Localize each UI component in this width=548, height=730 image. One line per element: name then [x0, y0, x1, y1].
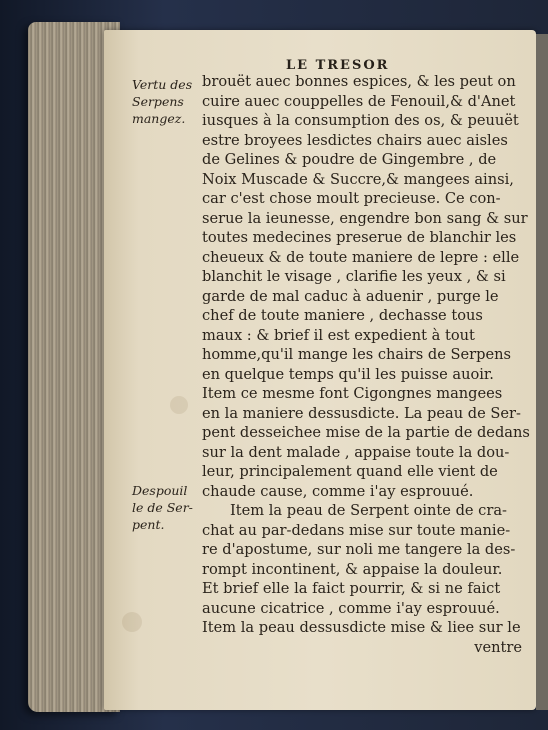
margin-note-vertu	[132, 76, 202, 127]
text-line: iusques à la consumption des os, & peuuët	[202, 112, 519, 129]
text-line: leur, principalement quand elle vient de	[202, 463, 498, 480]
text-line: en la maniere dessusdicte. La peau de Ser-	[202, 404, 521, 422]
text-line: cuire auec couppelles de Fenouil,& d'Anet	[202, 92, 516, 110]
text-line: estre broyees lesdictes chairs auec aisles	[202, 131, 508, 149]
margin-note-despouille	[132, 482, 202, 533]
text-line: blanchit le visage , clarifie les yeux , & si	[202, 268, 506, 285]
text-line: de Gelines & poudre de Gingembre , de	[202, 151, 497, 168]
text-line: Et brief elle la faict pourrir, & si ne faict	[202, 580, 501, 597]
text-line: pent desseichee mise de la partie de dedans	[202, 424, 530, 441]
text-line: cheueux & de toute maniere de lepre : elle	[202, 248, 520, 266]
text-line: en quelque temps qu'il les puisse auoir.	[202, 365, 494, 383]
margin-note-line: le de Ser-	[132, 500, 193, 515]
text-line: chat au par-dedans mise sur toute manie-	[202, 521, 511, 539]
text-line: Item la peau dessusdicte mise & liee sur le	[202, 619, 521, 636]
text-line: brouët auec bonnes espices, & les peut on	[202, 73, 516, 90]
text-line: aucune cicatrice , comme i'ay esprouué.	[202, 599, 500, 617]
text-line: maux : & brief il est expedient à tout	[202, 326, 475, 344]
text-line: garde de mal caduc à aduenir , purge le	[202, 287, 499, 305]
body-text	[202, 72, 530, 657]
text-line: toutes medecines preserue de blanchir les	[202, 229, 517, 246]
facing-page-edge	[536, 34, 548, 710]
margin-note-line: pent.	[132, 517, 165, 532]
text-line: re d'apostume, sur noli me tangere la des-	[202, 541, 516, 558]
page-stain	[170, 396, 188, 414]
margin-note-line: mangez.	[132, 111, 186, 126]
running-head: LE TRESOR	[286, 58, 390, 73]
text-line: sur la dent malade , appaise toute la dou-	[202, 443, 510, 461]
text-line: Item la peau de Serpent ointe de cra-	[230, 502, 507, 519]
margin-note-line: Despouil	[132, 483, 188, 498]
text-line: serue la ieunesse, engendre bon sang & sur	[202, 209, 528, 227]
text-line: chef de toute maniere , dechasse tous	[202, 307, 483, 324]
text-line: chaude cause, comme i'ay esprouué.	[202, 482, 474, 500]
text-line: rompt incontinent, & appaise la douleur.	[202, 560, 503, 578]
text-line: Noix Muscade & Succre,& mangees ainsi,	[202, 170, 514, 188]
page-stain	[122, 612, 142, 632]
text-line: Item ce mesme font Cigongnes mangees	[202, 385, 503, 402]
text-line: homme,qu'il mange les chairs de Serpens	[202, 346, 511, 363]
margin-note-line: Serpens	[132, 94, 184, 109]
catchword: ventre	[474, 638, 522, 656]
margin-note-line: Vertu des	[132, 77, 193, 92]
text-line: car c'est chose moult precieuse. Ce con-	[202, 190, 501, 207]
